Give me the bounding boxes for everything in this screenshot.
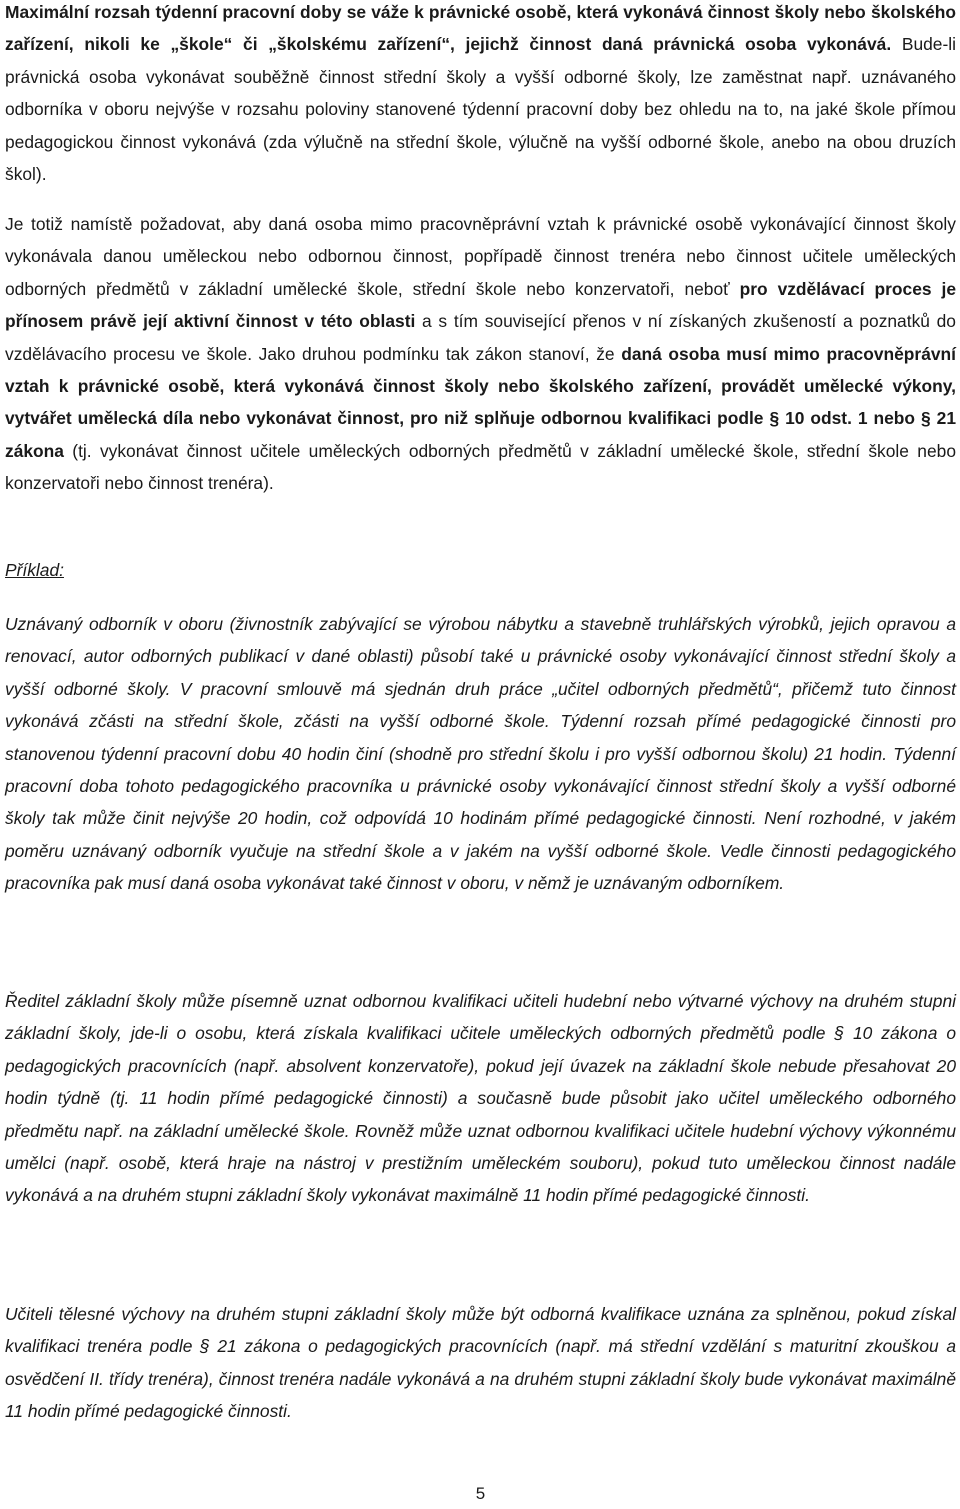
- paragraph-headmaster: Ředitel základní školy může písemně uznat odbornou kvalifikaci učiteli hudební nebo výtvarné výchovy na druhém stupni základní školy, jde-li o osobu, která získala kvalifikaci učitele uměleckých odborných předmětů podle § 10 zákona o pedagogických pracovnících (např. absolvent konzervatoře), pokud její úvazek na základní škole nebude přesahovat 20 hodin týdně (tj. 11 hodin přímé pedagogické činnosti) a současně bude působit jako učitel uměleckého odborného předmětu např. na základní umělecké škole. Rovněž může uznat odbornou kvalifikaci učitele hudební výchovy výkonnému umělci (např. osobě, která hraje na nástroj v prestižním uměleckém souboru), pokud tuto uměleckou činnost nadále vykonává a na druhém stupni základní školy vykonávat maximálně 11 hodin přímé pedagogické činnosti.: [5, 991, 956, 1206]
- paragraph-bold-phrase: pro vzdělávací proces je přínosem právě její aktivní činnost v této oblasti: [5, 278, 956, 332]
- paragraph-bold-phrase: daná osoba musí mimo pracovněprávní vztah k právnické osobě, která vykonává činnost školy nebo školského zařízení, provádět umělecké výkony, vytvářet umělecká díla nebo vykonávat činnost, pro niž splňuje odbornou kvalifikaci podle § 10 odst. 1 nebo § 21 zákona: [5, 343, 956, 461]
- paragraph-text: a s tím související přenos v ní získaných zkušeností a poznatků do vzdělávacího procesu ve škole. Jako druhou podmínku tak zákon stanoví, že: [5, 311, 956, 364]
- paragraph-max-working-time: [5, 0, 956, 190]
- example-label: Příklad:: [5, 560, 64, 580]
- page-number: 5: [475, 1484, 486, 1503]
- paragraph-example: Uznávaný odborník v oboru (živnostník zabývající se výrobou nábytku a stavebně truhlářských výrobků, jejich opravou a renovací, autor odborných publikací v dané oblasti) působí také u právnické osoby vykonávající činnost střední školy a vyšší odborné školy. V pracovní smlouvě má sjednán druh práce „učitel odborných předmětů“, přičemž tuto činnost vykonává zčásti na střední škole, zčásti na vyšší odborné škole. Týdenní rozsah přímé pedagogické činnosti pro stanovenou týdenní pracovní dobu 40 hodin činí (shodně pro střední školu i pro vyšší odbornou školu) 21 hodin. Týdenní pracovní doba tohoto pedagogického pracovníka u právnické osoby vykonávající činnost střední školy a vyšší odborné školy tak může činit nejvýše 20 hodin, což odpovídá 10 hodinám přímé pedagogické činnosti. Není rozhodné, v jakém poměru uznávaný odborník vyučuje na střední škole a v jakém na vyšší odborné škole. Vedle činnosti pedagogického pracovníka pak musí daná osoba vykonávat také činnost v oboru, v němž je uznávaným odborníkem.: [5, 614, 956, 894]
- paragraph-text: Je totiž namístě požadovat, aby daná osoba mimo pracovněprávní vztah k právnické osobě vykonávající činnost školy vykonávala danou uměleckou nebo odbornou činnost, popřípadě činnost trenéra nebo činnost učitele uměleckých odborných předmětů v základní umělecké škole, střední škole nebo konzervatoři, neboť: [5, 214, 956, 299]
- paragraph-pe-teacher: Učiteli tělesné výchovy na druhém stupni základní školy může být odborná kvalifikace uznána za splněnou, pokud získal kvalifikaci trenéra podle § 21 zákona o pedagogických pracovnících (např. má střední vzdělání s maturitní zkouškou a osvědčení II. třídy trenéra), činnost trenéra nadále vykonává a na druhém stupni základní školy bude vykonávat maximálně 11 hodin přímé pedagogické činnosti.: [5, 1304, 956, 1422]
- paragraph-text: (tj. vykonávat činnost učitele uměleckých odborných předmětů v základní umělecké škole, střední škole nebo konzervatoři nebo činnost trenéra).: [5, 440, 956, 494]
- paragraph-bold-lead: Maximální rozsah týdenní pracovní doby se váže k právnické osobě, která vykonává činnost školy nebo školského zařízení, nikoli ke „škole“ či „školskému zařízení“, jejichž činnost daná právnická osoba vykonává.: [5, 2, 956, 55]
- paragraph-conditions: [5, 208, 956, 500]
- paragraph-text: Bude-li právnická osoba vykonávat souběžně činnost střední školy a vyšší odborné školy, lze zaměstnat např. uznávaného odborníka v oboru nejvýše v rozsahu poloviny stanovené týdenní pracovní doby bez ohledu na to, na jaké škole přímou pedagogickou činnost vykonává (zda výlučně na střední škole, výlučně na vyšší odborné škole, anebo na obou druzích škol).: [5, 34, 956, 185]
